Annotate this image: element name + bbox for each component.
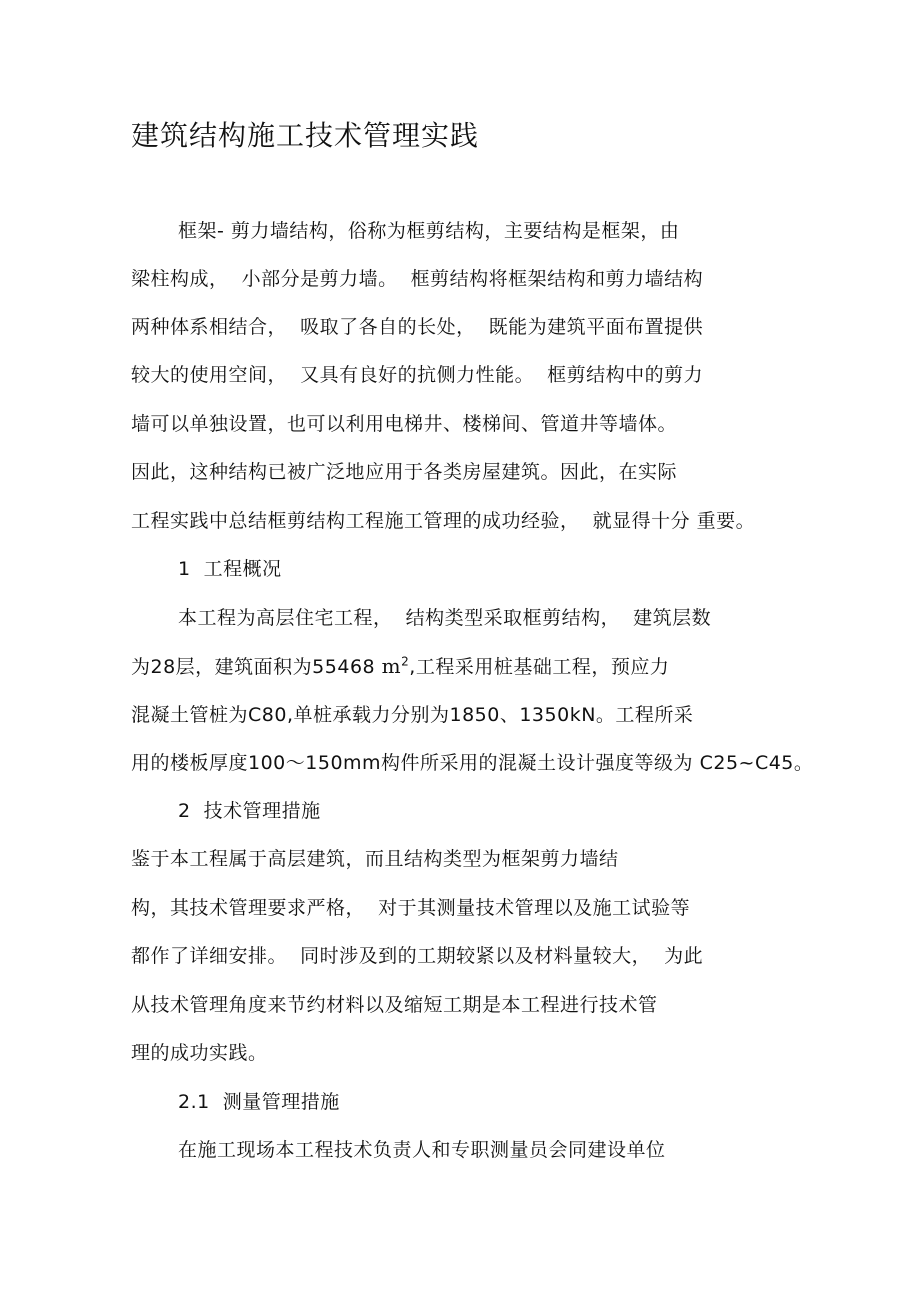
paragraph-line: 梁柱构成， 小部分是剪力墙。 框剪结构将框架结构和剪力墙结构 — [131, 268, 704, 290]
area-text-after: ,工程采用桩基础工程，预应力 — [409, 656, 670, 678]
paragraph-line: 墙可以单独设置，也可以利用电梯井、楼梯间、管道井等墙体。 — [131, 413, 678, 435]
paragraph-line: 从技术管理角度来节约材料以及缩短工期是本工程进行技术管 — [131, 994, 658, 1016]
area-unit-superscript: 2 — [401, 654, 410, 669]
paragraph-line: 混凝土管桩为C80,单桩承载力分别为1850、1350kN。工程所采 — [131, 704, 694, 726]
document-title: 建筑结构施工技术管理实践 — [131, 119, 480, 152]
section-heading: 2 技术管理措施 — [178, 800, 321, 822]
paragraph-line-area — [131, 652, 669, 681]
subsection-heading: 2.1 测量管理措施 — [178, 1091, 340, 1113]
paragraph-line: 本工程为高层住宅工程， 结构类型采取框剪结构， 建筑层数 — [178, 607, 712, 629]
paragraph-line: 用的楼板厚度100～150mm构件所采用的混凝土设计强度等级为 C25~C45。 — [131, 752, 814, 774]
paragraph-line: 理的成功实践。 — [131, 1042, 268, 1064]
paragraph-line: 在施工现场本工程技术负责人和专职测量员会同建设单位 — [178, 1139, 666, 1161]
area-text-before: 为28层，建筑面积为55468 — [131, 656, 382, 678]
paragraph-line: 框架- 剪力墙结构，俗称为框剪结构，主要结构是框架，由 — [178, 220, 680, 242]
area-unit: m — [381, 654, 402, 678]
paragraph-line: 构，其技术管理要求严格， 对于其测量技术管理以及施工试验等 — [131, 897, 691, 919]
paragraph-line: 因此，这种结构已被广泛地应用于各类房屋建筑。因此，在实际 — [131, 461, 678, 483]
paragraph-line: 鉴于本工程属于高层建筑，而且结构类型为框架剪力墙结 — [131, 848, 619, 870]
paragraph-line: 都作了详细安排。 同时涉及到的工期较紧以及材料量较大， 为此 — [131, 945, 704, 967]
paragraph-line: 较大的使用空间， 又具有良好的抗侧力性能。 框剪结构中的剪力 — [131, 364, 704, 386]
paragraph-line: 工程实践中总结框剪结构工程施工管理的成功经验， 就显得十分 重要。 — [131, 510, 756, 532]
section-heading: 1 工程概况 — [178, 558, 282, 580]
paragraph-line: 两种体系相结合， 吸取了各自的长处， 既能为建筑平面布置提供 — [131, 316, 704, 338]
